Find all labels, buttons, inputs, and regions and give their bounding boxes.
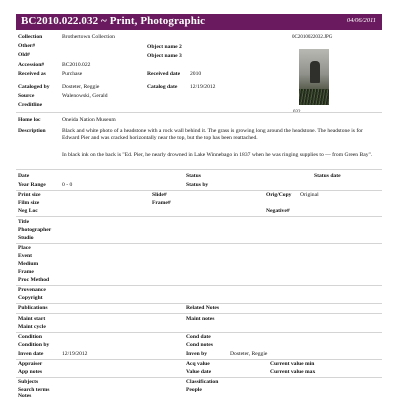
value-accession: BC2010.022 [62, 62, 91, 68]
image-filename: 0C2010022032.JPG [292, 35, 333, 40]
label-film-size: Film size [18, 200, 40, 206]
value-home-loc: Oneida Nation Museum [62, 117, 116, 123]
label-collection: Collection [18, 34, 43, 40]
value-cataloged-by: Dosteter, Reggie [62, 84, 100, 90]
label-copyright: Copyright [18, 295, 43, 301]
description-paragraph-1: Black and white photo of a headstone with a rock wall behind it. The grass is growing long around the headstone. The headstone is for Edward Pier and was cracked horizontally near the top, but the top has been reattached. [62, 128, 363, 141]
label-medium: Medium [18, 261, 39, 267]
label-frame-num: Frame# [152, 200, 171, 206]
label-status-date: Status date [314, 173, 341, 179]
label-received-date: Received date [147, 71, 181, 77]
label-object-name-2: Object name 2 [147, 44, 182, 50]
record-header [16, 14, 382, 30]
separator [16, 377, 382, 378]
separator [16, 285, 382, 286]
label-old-num: Old# [18, 52, 30, 58]
label-current-value-max: Current value max [270, 369, 316, 375]
label-search-terms: Search terms [18, 387, 50, 393]
label-notes: Notes [18, 393, 32, 399]
label-current-value-min: Current value min [270, 361, 315, 367]
label-source: Source [18, 93, 35, 99]
grass-shape [299, 89, 329, 105]
label-frame: Frame [18, 269, 34, 275]
label-maint-cycle: Maint cycle [18, 324, 46, 330]
label-classification: Classification [186, 379, 219, 385]
label-acq-value: Acq value [186, 361, 210, 367]
separator [16, 359, 382, 360]
label-slide: Slide# [152, 192, 167, 198]
separator [16, 313, 382, 314]
separator [16, 216, 382, 217]
separator [16, 112, 382, 113]
label-status: Status [186, 173, 201, 179]
value-source: Walenowski, Gerald [62, 93, 108, 99]
value-catalog-date: 12/19/2012 [190, 84, 216, 90]
label-negative: Negative# [266, 208, 290, 214]
label-other-num: Other# [18, 43, 36, 49]
label-inven-by: Inven by [186, 351, 207, 357]
label-inven-date: Inven date [18, 351, 44, 357]
value-inven-by: Dosteter, Reggie [230, 351, 268, 357]
label-studio: Studio [18, 235, 34, 241]
label-year-range: Year Range [18, 182, 46, 188]
label-received-as: Received as [18, 71, 46, 77]
label-date: Date [18, 173, 30, 179]
label-photographer: Photographer [18, 227, 52, 233]
value-collection: Brothertown Collection [62, 34, 115, 40]
label-title: Title [18, 219, 30, 225]
label-publications: Publications [18, 305, 48, 311]
label-neg-loc: Neg Loc [18, 208, 38, 214]
label-appraiser: Appraiser [18, 361, 43, 367]
record-date: 04/06/2011 [346, 17, 376, 24]
label-catalog-date: Catalog date [147, 84, 178, 90]
label-description: Description [18, 128, 46, 134]
separator [16, 332, 382, 333]
separator [16, 169, 382, 170]
value-received-as: Purchase [62, 71, 83, 77]
headstone-photo [299, 49, 329, 105]
label-maint-notes: Maint notes [186, 316, 215, 322]
label-cataloged-by: Cataloged by [18, 84, 50, 90]
label-orig-copy: Orig/Copy [266, 192, 292, 198]
label-cond-date: Cond date [186, 334, 211, 340]
label-maint-start: Maint start [18, 316, 46, 322]
separator [16, 243, 382, 244]
separator [16, 190, 382, 191]
value-orig-copy: Original [300, 192, 319, 198]
record-title: BC2010.022.032 ~ Print, Photographic [21, 15, 206, 27]
label-print-size: Print size [18, 192, 41, 198]
label-event: Event [18, 253, 32, 259]
description-paragraph-2: In black ink on the back is "Ed. Pier, he nearly drowned in Lake Winnebago in 1837 when he was ringing supplies to — from Green Bay". [62, 152, 373, 158]
label-status-by: Status by [186, 182, 209, 188]
value-year-range: 0 - 0 [62, 182, 73, 188]
value-received-date: 2010 [190, 71, 202, 77]
label-subjects: Subjects [18, 379, 39, 385]
label-people: People [186, 387, 202, 393]
headstone-shape [310, 61, 320, 83]
label-place: Place [18, 245, 31, 251]
label-creditline: Creditline [18, 102, 43, 108]
label-related-notes: Related Notes [186, 305, 220, 311]
label-condition: Condition [18, 334, 42, 340]
label-accession: Accession# [18, 62, 45, 68]
label-app-notes: App notes [18, 369, 43, 375]
value-inven-date: 12/19/2012 [62, 351, 88, 357]
label-object-name-3: Object name 3 [147, 53, 182, 59]
label-provenance: Provenance [18, 287, 46, 293]
label-home-loc: Home loc [18, 117, 41, 123]
label-value-date: Value date [186, 369, 212, 375]
label-cond-notes: Cond notes [186, 342, 213, 348]
label-proc-method: Proc Method [18, 277, 50, 283]
label-condition-by: Condition by [18, 342, 50, 348]
separator [16, 303, 382, 304]
